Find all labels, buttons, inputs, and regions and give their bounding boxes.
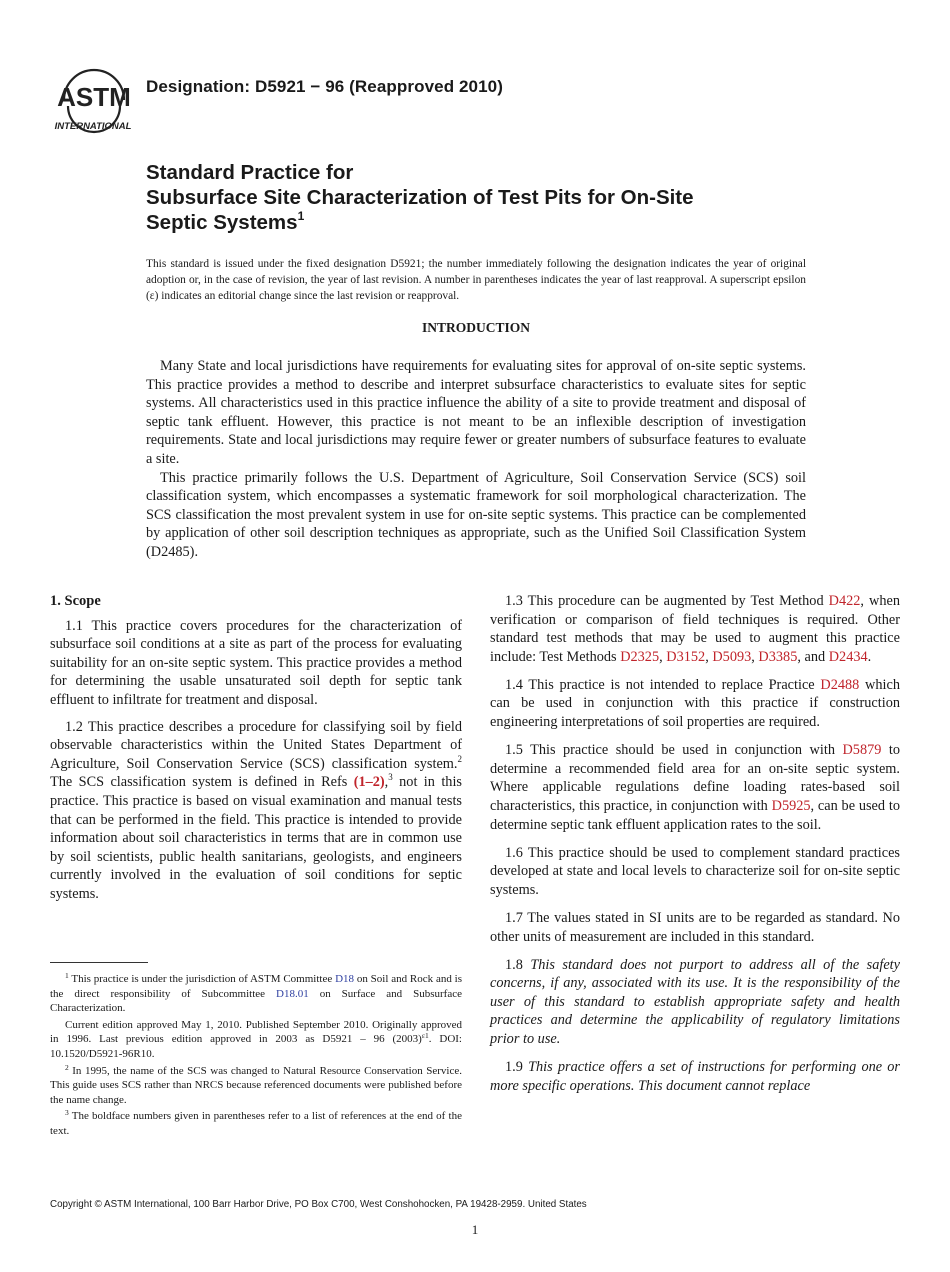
comma: ,: [705, 648, 713, 665]
footnote-3-marker: 3: [65, 1108, 69, 1118]
section-1-4: [490, 676, 900, 732]
edition-text-b: . DOI: 10.1520/D5921-96R10.: [50, 1033, 462, 1060]
s1-9-text: This practice offers a set of instructions for performing one or more specific operations. This document cannot replace: [490, 1059, 900, 1094]
s1-5-text-c: , can be used to determine septic tank effluent application rates to the soil.: [490, 797, 900, 833]
s1-3-text-b: , when verification or comparison of field techniques is required. Other standard test methods that may be used to augment this practice include: Test Methods: [490, 593, 900, 665]
footnotes: [50, 972, 462, 1141]
footnote-2-text: In 1995, the name of the SCS was changed to Natural Resource Conservation Service. This guide uses SCS rather than NRCS because referenced documents were published before the name change.: [50, 1064, 462, 1106]
s1-5-text-b: to determine a recommended field area for an on-site septic system. Where applicable regulations define loading rates-based soil characteristics, this practice, in conjunction with: [490, 742, 900, 814]
edition-text-a: Current edition approved May 1, 2010. Published September 2010. Originally approved in 1996. Last previous edition approved in 2003 as D5921 – 96 (2003): [50, 1018, 462, 1046]
link-subcommittee-d18-01[interactable]: D18.01: [276, 987, 309, 1000]
footnote-divider: [50, 962, 148, 963]
section-1-6: 1.6 This practice should be used to complement standard practices developed at state and local levels to characterize soil for on-site septic systems.: [490, 844, 900, 898]
title-line-3-text: Septic Systems: [146, 211, 298, 234]
s1-5-text-a: 1.5 This practice should be used in conjunction with: [505, 742, 843, 759]
s1-8-number: 1.8: [505, 956, 531, 973]
footnote-ref-3[interactable]: 3: [388, 772, 393, 783]
footnote-1-text-c: on Surface and Subsurface Characterization.: [50, 987, 462, 1015]
footnote-ref-2[interactable]: 2: [457, 753, 462, 764]
section-1-1: 1.1 This practice covers procedures for the characterization of subsurface soil conditions at a site as part of the process for evaluating suitability for an on-site septic system. This practice provides a method for determining the usable unsaturated soil depth for septic tank effluent to infiltrate for treatment and disposal.: [50, 617, 462, 708]
link-d5879[interactable]: D5879: [842, 742, 882, 759]
astm-logo: [50, 56, 138, 134]
footnote-1-marker: 1: [65, 971, 69, 980]
s1-8-text: This standard does not purport to address all of the safety concerns, if any, associated with its use. It is the responsibility of the user of this standard to establish appropriate safety and health practices and determine the applicability of regulatory limitations prior to use.: [490, 956, 900, 1047]
link-d2488[interactable]: D2488: [820, 676, 860, 693]
comma: ,: [751, 648, 759, 665]
link-d2434[interactable]: D2434: [828, 648, 868, 665]
period: .: [867, 648, 872, 665]
s1-2-text-b: The SCS classification system is defined in Refs: [50, 774, 354, 791]
section-1-7: 1.7 The values stated in SI units are to be regarded as standard. No other units of measurement are included in this standard.: [490, 909, 900, 945]
link-committee-d18[interactable]: D18: [335, 973, 355, 985]
footnote-3-text: The boldface numbers given in parentheses refer to a list of references at the end of the text.: [50, 1110, 462, 1137]
s1-2-text-d: not in this practice. This practice is based on visual examination and manual tests that can be performed in the field. This practice is intended to provide information about soil characteristics in terms that are in common use by soil scientists, public health sanitarians, geologists, and engineers currently involved in the evaluation of soil conditions for septic systems.: [50, 774, 462, 902]
logo-caption: INTERNATIONAL: [54, 121, 132, 132]
title-line-1: Standard Practice for: [146, 161, 354, 184]
reference-link-1-2[interactable]: (1–2): [353, 774, 385, 791]
edition-epsilon: ε1: [421, 1031, 429, 1041]
copyright-notice: Copyright © ASTM International, 100 Barr Harbor Drive, PO Box C700, West Conshohocken, PA 19428-2959. United States: [50, 1199, 587, 1210]
introduction-heading: INTRODUCTION: [421, 320, 530, 335]
designation: Designation: D5921 − 96 (Reapproved 2010): [146, 77, 503, 96]
s1-2-comma: ,: [384, 774, 389, 791]
intro-paragraph-2: This practice primarily follows the U.S. Department of Agriculture, Soil Conservation Service (SCS) soil classification system, which encompasses a systematic framework for soil morphological characterization. The SCS classification the most prevalent system in use for on-site septic systems. This practice can be complemented by application of other soil description techniques as appropriate, such as the Unified Soil Classification System (D2485).: [146, 469, 806, 560]
s1-4-text-b: which can be used in conjunction with this practice if construction engineering interpretations of soil properties are required.: [490, 676, 900, 731]
link-d5925[interactable]: D5925: [771, 797, 811, 814]
s1-9-number: 1.9: [505, 1059, 529, 1076]
link-d422[interactable]: D422: [828, 593, 861, 609]
issuance-note: This standard is issued under the fixed designation D5921; the number immediately following the designation indicates the year of original adoption or, in the case of revision, the year of last revision. A number in parentheses indicates the year of last reapproval. A superscript epsilon (ε) indicates an editorial change since the last revision or reapproval.: [146, 258, 806, 302]
footnote-2: [50, 1064, 462, 1108]
footnote-1-text-a: This practice is under the jurisdiction of ASTM Committee: [68, 973, 336, 985]
and: , and: [797, 648, 829, 665]
footnote-1-edition: [50, 1018, 462, 1062]
intro-paragraph-1: Many State and local jurisdictions have requirements for evaluating sites for approval of on-site septic systems. This practice provides a method to describe and interpret subsurface characteristics to evaluate sites for septic systems. All characteristics used in this practice influence the ability of a site to provide treatment and disposal of septic tank effluent. However, this practice is not meant to be an inflexible description of investigation requirements. State and local jurisdictions may require fewer or greater numbers of subsurface features to evaluate a site.: [146, 358, 806, 467]
title-line-2: Subsurface Site Characterization of Test Pits for On-Site: [146, 186, 694, 209]
comma: ,: [659, 648, 667, 665]
title-footnote-marker: 1: [297, 209, 305, 223]
page-number: 1: [471, 1222, 479, 1237]
title-line-3: [146, 210, 694, 235]
right-column: [490, 592, 900, 1105]
section-1-8: [490, 956, 900, 1049]
footnote-3: [50, 1109, 462, 1138]
document-title: [146, 160, 694, 235]
footnote-1-text-b: on Soil and Rock and is the direct responsibility of Subcommittee: [50, 973, 462, 1000]
s1-4-text-a: 1.4 This practice is not intended to replace Practice: [505, 676, 821, 693]
section-1-3: [490, 592, 900, 666]
section-1-2: [50, 718, 462, 904]
s1-2-text-a: 1.2 This practice describes a procedure for classifying soil by field observable characteristics within the United States Department of Agriculture, Soil Conservation Service (SCS) classification system.: [50, 718, 462, 772]
section-heading-scope: 1. Scope: [50, 593, 101, 609]
logo-mark: ASTM: [57, 82, 131, 112]
s1-3-text-a: 1.3 This procedure can be augmented by Test Method: [505, 593, 829, 609]
left-column: [50, 592, 462, 912]
section-1-9: [490, 1058, 900, 1095]
footnote-1: [50, 972, 462, 1016]
link-d2325[interactable]: D2325: [620, 648, 660, 665]
introduction: [146, 357, 806, 562]
link-d5093[interactable]: D5093: [712, 648, 752, 665]
section-1-5: [490, 741, 900, 834]
link-d3152[interactable]: D3152: [666, 648, 706, 665]
link-d3385[interactable]: D3385: [758, 648, 798, 665]
footnote-2-marker: 2: [65, 1062, 69, 1072]
